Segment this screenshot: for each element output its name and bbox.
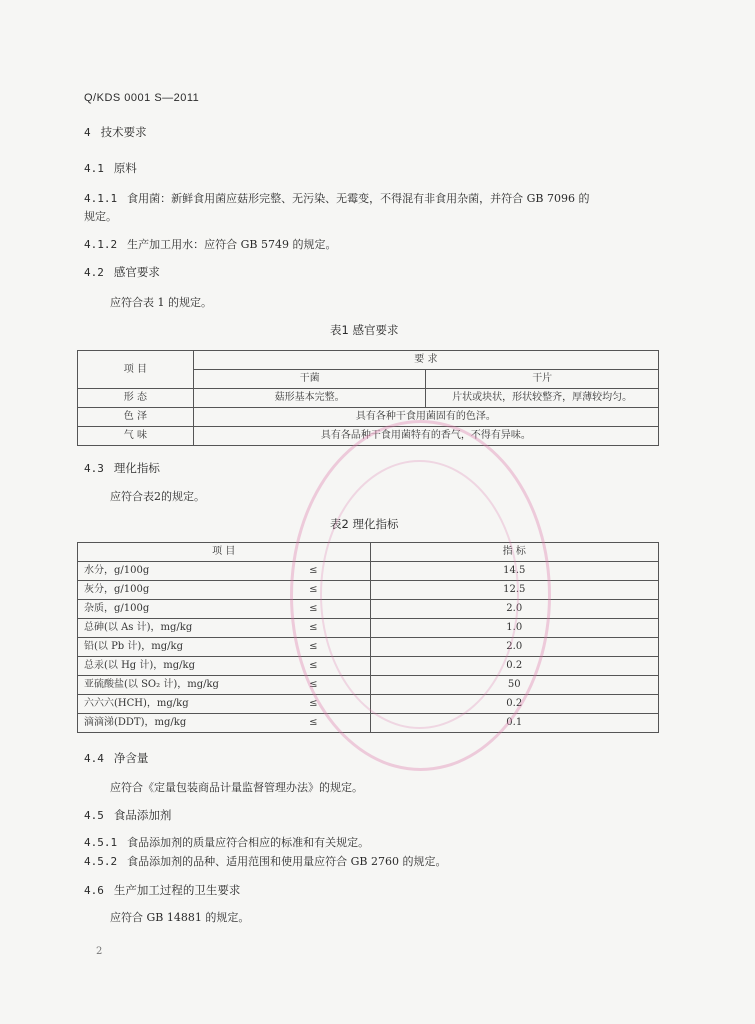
table1-cell: 片状或块状，形状较整齐，厚薄较均匀。 xyxy=(426,389,659,408)
table2-cell-item: 滴滴涕(DDT)，mg/kg xyxy=(78,714,258,733)
sensory-requirements-table xyxy=(77,350,659,446)
table1-cell-item: 形 态 xyxy=(78,389,194,408)
table-row xyxy=(78,695,659,714)
table-row xyxy=(78,408,659,427)
table2-cell-op: ≤ xyxy=(257,562,370,581)
table2-cell-val: 1.0 xyxy=(370,619,658,638)
table2-header-item: 项 目 xyxy=(78,543,371,562)
table2-cell-op: ≤ xyxy=(257,581,370,600)
section-4-5-1-text: 4.5.1 食品添加剂的质量应符合相应的标准和有关规定。 xyxy=(84,836,370,849)
document-code: Q/KDS 0001 S—2011 xyxy=(84,92,200,104)
table2-cell-op: ≤ xyxy=(257,619,370,638)
table2-cell-val: 0.2 xyxy=(370,695,658,714)
section-4-5-2-text: 4.5.2 食品添加剂的品种、适用范围和使用量应符合 GB 2760 的规定。 xyxy=(84,855,447,868)
table1-header-item: 项 目 xyxy=(78,351,194,389)
table2-cell-op: ≤ xyxy=(257,676,370,695)
table1-header-requirement: 要 求 xyxy=(193,351,658,370)
table1-header-dried-mushroom: 干菌 xyxy=(193,370,426,389)
table2-cell-item: 六六六(HCH)，mg/kg xyxy=(78,695,258,714)
section-4-6-heading: 4.6 生产加工过程的卫生要求 xyxy=(84,883,241,897)
table1-caption: 表1 感官要求 xyxy=(330,323,399,337)
table2-cell-val: 2.0 xyxy=(370,600,658,619)
table1-header-dried-slice: 干片 xyxy=(426,370,659,389)
table2-cell-op: ≤ xyxy=(257,695,370,714)
section-4-1-1-text-cont: 规定。 xyxy=(84,210,117,223)
table2-cell-val: 14.5 xyxy=(370,562,658,581)
table2-cell-op: ≤ xyxy=(257,638,370,657)
table2-cell-val: 0.2 xyxy=(370,657,658,676)
section-4-1-2-text: 4.1.2 生产加工用水：应符合 GB 5749 的规定。 xyxy=(84,238,337,251)
table2-cell-item: 水分，g/100g xyxy=(78,562,258,581)
table-row xyxy=(78,657,659,676)
table2-cell-val: 50 xyxy=(370,676,658,695)
table1-cell: 具有各种干食用菌固有的色泽。 xyxy=(193,408,658,427)
table2-cell-item: 总汞(以 Hg 计)，mg/kg xyxy=(78,657,258,676)
section-4-4-text: 应符合《定量包装商品计量监督管理办法》的规定。 xyxy=(110,781,363,794)
table-row xyxy=(78,676,659,695)
table2-header-index: 指 标 xyxy=(370,543,658,562)
section-4-1-heading: 4.1 原料 xyxy=(84,161,137,175)
table2-cell-item: 总砷(以 As 计)，mg/kg xyxy=(78,619,258,638)
page-number: 2 xyxy=(96,946,103,957)
table2-cell-op: ≤ xyxy=(257,714,370,733)
table-row xyxy=(78,638,659,657)
table2-cell-val: 0.1 xyxy=(370,714,658,733)
table2-cell-val: 12.5 xyxy=(370,581,658,600)
table2-cell-item: 铅(以 Pb 计)，mg/kg xyxy=(78,638,258,657)
section-4-2-text: 应符合表 1 的规定。 xyxy=(110,296,212,309)
section-4-6-text: 应符合 GB 14881 的规定。 xyxy=(110,911,250,924)
section-4-5-heading: 4.5 食品添加剂 xyxy=(84,808,172,822)
table-row xyxy=(78,619,659,638)
table1-cell-item: 色 泽 xyxy=(78,408,194,427)
section-4-4-heading: 4.4 净含量 xyxy=(84,751,149,765)
section-4-1-1-text: 4.1.1 食用菌：新鲜食用菌应菇形完整、无污染、无霉变，不得混有非食用杂菌，并符合 GB 7096 的 xyxy=(84,192,590,205)
table2-cell-op: ≤ xyxy=(257,600,370,619)
table2-cell-item: 灰分，g/100g xyxy=(78,581,258,600)
table-row xyxy=(78,581,659,600)
table1-cell: 菇形基本完整。 xyxy=(193,389,426,408)
section-4-3-text: 应符合表2的规定。 xyxy=(110,490,205,503)
table1-cell-item: 气 味 xyxy=(78,427,194,446)
table2-caption: 表2 理化指标 xyxy=(330,517,399,531)
section-4-2-heading: 4.2 感官要求 xyxy=(84,265,160,279)
table-row xyxy=(78,427,659,446)
table1-cell: 具有各品种干食用菌特有的香气，不得有异味。 xyxy=(193,427,658,446)
section-4-3-heading: 4.3 理化指标 xyxy=(84,461,160,475)
table2-cell-item: 杂质，g/100g xyxy=(78,600,258,619)
table-row xyxy=(78,714,659,733)
table-row xyxy=(78,600,659,619)
physicochemical-table xyxy=(77,542,659,733)
table2-cell-item: 亚硫酸盐(以 SO₂ 计)，mg/kg xyxy=(78,676,258,695)
section-4-heading: 4 技术要求 xyxy=(84,125,147,139)
table2-cell-val: 2.0 xyxy=(370,638,658,657)
table-row xyxy=(78,562,659,581)
table-row xyxy=(78,389,659,408)
table2-cell-op: ≤ xyxy=(257,657,370,676)
